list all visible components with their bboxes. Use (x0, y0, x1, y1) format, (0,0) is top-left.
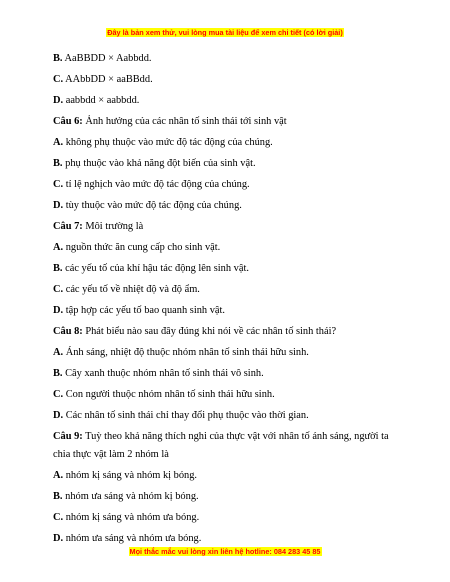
option-line (53, 367, 264, 380)
option-line (53, 346, 309, 359)
option-label: B. (53, 158, 63, 169)
question-label: Câu 9: (53, 431, 83, 442)
option-label: B. (53, 53, 63, 64)
option-text: nhóm ưa sáng và nhóm ưa bóng. (63, 533, 202, 544)
option-line (53, 199, 242, 212)
option-text: aabbdd × aabbdd. (63, 95, 140, 106)
question-label: Câu 6: (53, 116, 83, 127)
option-line (53, 73, 153, 86)
option-label: B. (53, 491, 63, 502)
option-label: C. (53, 512, 64, 523)
option-label: D. (53, 533, 64, 544)
option-label: C. (53, 284, 64, 295)
option-label: D. (53, 305, 64, 316)
question-text: chia thực vật làm 2 nhóm là (53, 449, 169, 460)
option-label: A. (53, 470, 64, 481)
option-line (53, 469, 197, 482)
option-line (53, 241, 220, 254)
option-text: AAbbDD × aaBBdd. (63, 74, 153, 85)
option-line (53, 511, 199, 524)
option-text: Ánh sáng, nhiệt độ thuộc nhóm nhân tố sinh thái hữu sinh. (63, 347, 309, 358)
option-text: tùy thuộc vào mức độ tác động của chúng. (63, 200, 242, 211)
option-label: B. (53, 263, 63, 274)
option-text: phụ thuộc vào khả năng đột biến của sinh vật. (62, 158, 256, 169)
option-line (53, 157, 256, 170)
preview-notice-text: Đây là bản xem thử, vui lòng mua tài liệu để xem chi tiết (có lời giải) (107, 28, 343, 37)
option-text: các yếu tố về nhiệt độ và độ ẩm. (63, 284, 200, 295)
option-line (53, 52, 152, 65)
option-line (53, 490, 199, 503)
option-text: tỉ lệ nghịch vào mức độ tác động của chúng. (63, 179, 250, 190)
option-text: các yếu tố của khí hậu tác động lên sinh vật. (62, 263, 249, 274)
question-text: Ảnh hưởng của các nhân tố sinh thái tới sinh vật (82, 116, 287, 127)
question-line-continued (53, 448, 169, 461)
option-text: nguồn thức ăn cung cấp cho sinh vật. (63, 242, 221, 253)
option-line (53, 409, 309, 422)
option-line (53, 388, 275, 401)
option-line (53, 283, 200, 296)
question-text: Tuỳ theo khả năng thích nghi của thực vật với nhân tố ánh sáng, người ta (82, 431, 389, 442)
option-label: A. (53, 137, 64, 148)
question-label: Câu 7: (53, 221, 83, 232)
option-label: C. (53, 389, 64, 400)
option-text: không phụ thuộc vào mức độ tác động của chúng. (63, 137, 273, 148)
option-label: A. (53, 242, 64, 253)
question-line (53, 430, 389, 443)
option-text: tập hợp các yếu tố bao quanh sinh vật. (63, 305, 225, 316)
option-text: nhóm kị sáng và nhóm kị bóng. (63, 470, 198, 481)
option-label: C. (53, 179, 64, 190)
option-line (53, 262, 249, 275)
preview-notice-banner (0, 28, 450, 37)
option-line (53, 178, 250, 191)
option-text: nhóm kị sáng và nhóm ưa bóng. (63, 512, 200, 523)
option-label: B. (53, 368, 63, 379)
question-label: Câu 8: (53, 326, 83, 337)
option-text: AaBBDD × Aabbdd. (62, 53, 152, 64)
option-text: Các nhân tố sinh thái chỉ thay đổi phụ thuộc vào thời gian. (63, 410, 309, 421)
option-line (53, 94, 139, 107)
question-text: Phát biểu nào sau đây đúng khi nói về các nhân tố sinh thái? (82, 326, 337, 337)
option-text: nhóm ưa sáng và nhóm kị bóng. (62, 491, 199, 502)
option-label: A. (53, 347, 64, 358)
option-label: C. (53, 74, 64, 85)
option-line (53, 532, 201, 545)
question-text: Môi trường là (82, 221, 144, 232)
option-label: D. (53, 200, 64, 211)
option-line (53, 136, 273, 149)
question-line (53, 220, 143, 233)
question-line (53, 325, 336, 338)
option-text: Cây xanh thuộc nhóm nhân tố sinh thái vô sinh. (62, 368, 264, 379)
hotline-banner (0, 547, 450, 556)
option-text: Con người thuộc nhóm nhân tố sinh thái hữu sinh. (63, 389, 275, 400)
option-label: D. (53, 410, 64, 421)
option-line (53, 304, 225, 317)
hotline-text: Mọi thắc mắc vui lòng xin liên hệ hotline: 084 283 45 85 (129, 547, 321, 556)
question-line (53, 115, 287, 128)
option-label: D. (53, 95, 64, 106)
